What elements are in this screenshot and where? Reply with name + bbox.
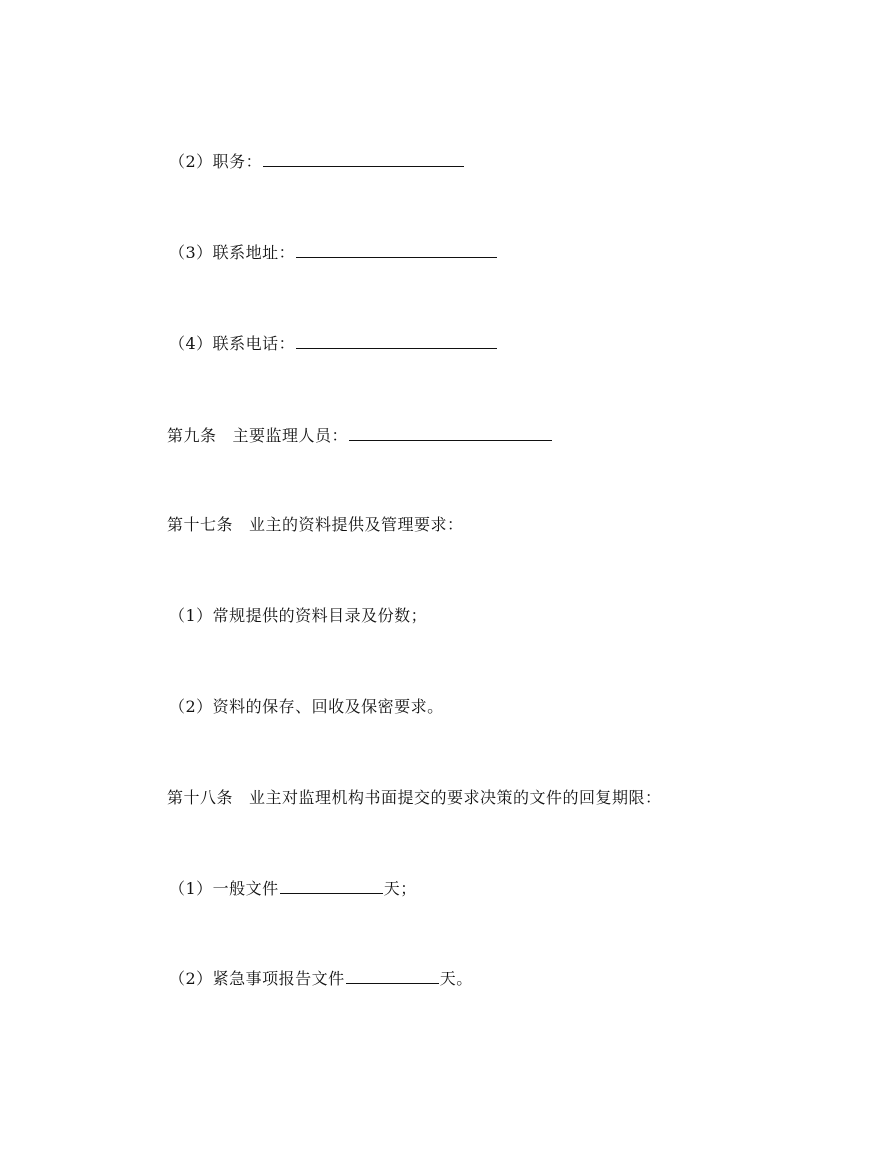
- materials-keep-line: [169, 697, 444, 717]
- urgent-docs-days-blank[interactable]: [346, 969, 439, 984]
- materials-list-line: [169, 606, 427, 626]
- phone-label: （4）联系电话：: [169, 334, 296, 353]
- position-blank[interactable]: [263, 152, 464, 167]
- urgent-docs-suffix: 天。: [439, 969, 473, 988]
- materials-list-text: （1）常规提供的资料目录及份数；: [169, 606, 428, 625]
- urgent-docs-line: [169, 969, 473, 989]
- article-18-text: 业主对监理机构书面提交的要求决策的文件的回复期限：: [249, 788, 662, 807]
- article-17-number: 第十七条: [167, 515, 234, 534]
- article-17-line: [167, 515, 464, 535]
- materials-keep-text: （2）资料的保存、回收及保密要求。: [169, 697, 444, 716]
- general-docs-label: （1）一般文件: [169, 879, 279, 898]
- general-docs-line: [169, 879, 417, 899]
- article-17-text: 业主的资料提供及管理要求：: [249, 515, 464, 534]
- main-supervisors-blank[interactable]: [349, 426, 552, 441]
- article-9-number: 第九条: [167, 426, 217, 445]
- article-18-line: [167, 788, 662, 808]
- phone-line: [169, 334, 498, 354]
- general-docs-suffix: 天；: [383, 879, 417, 898]
- address-line: [169, 243, 498, 263]
- position-line: [169, 152, 465, 172]
- article-9-label: 主要监理人员：: [232, 426, 349, 445]
- address-blank[interactable]: [296, 243, 497, 258]
- phone-blank[interactable]: [296, 334, 497, 349]
- article-9-line: [167, 426, 553, 446]
- article-18-number: 第十八条: [167, 788, 234, 807]
- general-docs-days-blank[interactable]: [280, 879, 383, 894]
- position-label: （2）职务：: [169, 152, 263, 171]
- address-label: （3）联系地址：: [169, 243, 296, 262]
- urgent-docs-label: （2）紧急事项报告文件: [169, 969, 345, 988]
